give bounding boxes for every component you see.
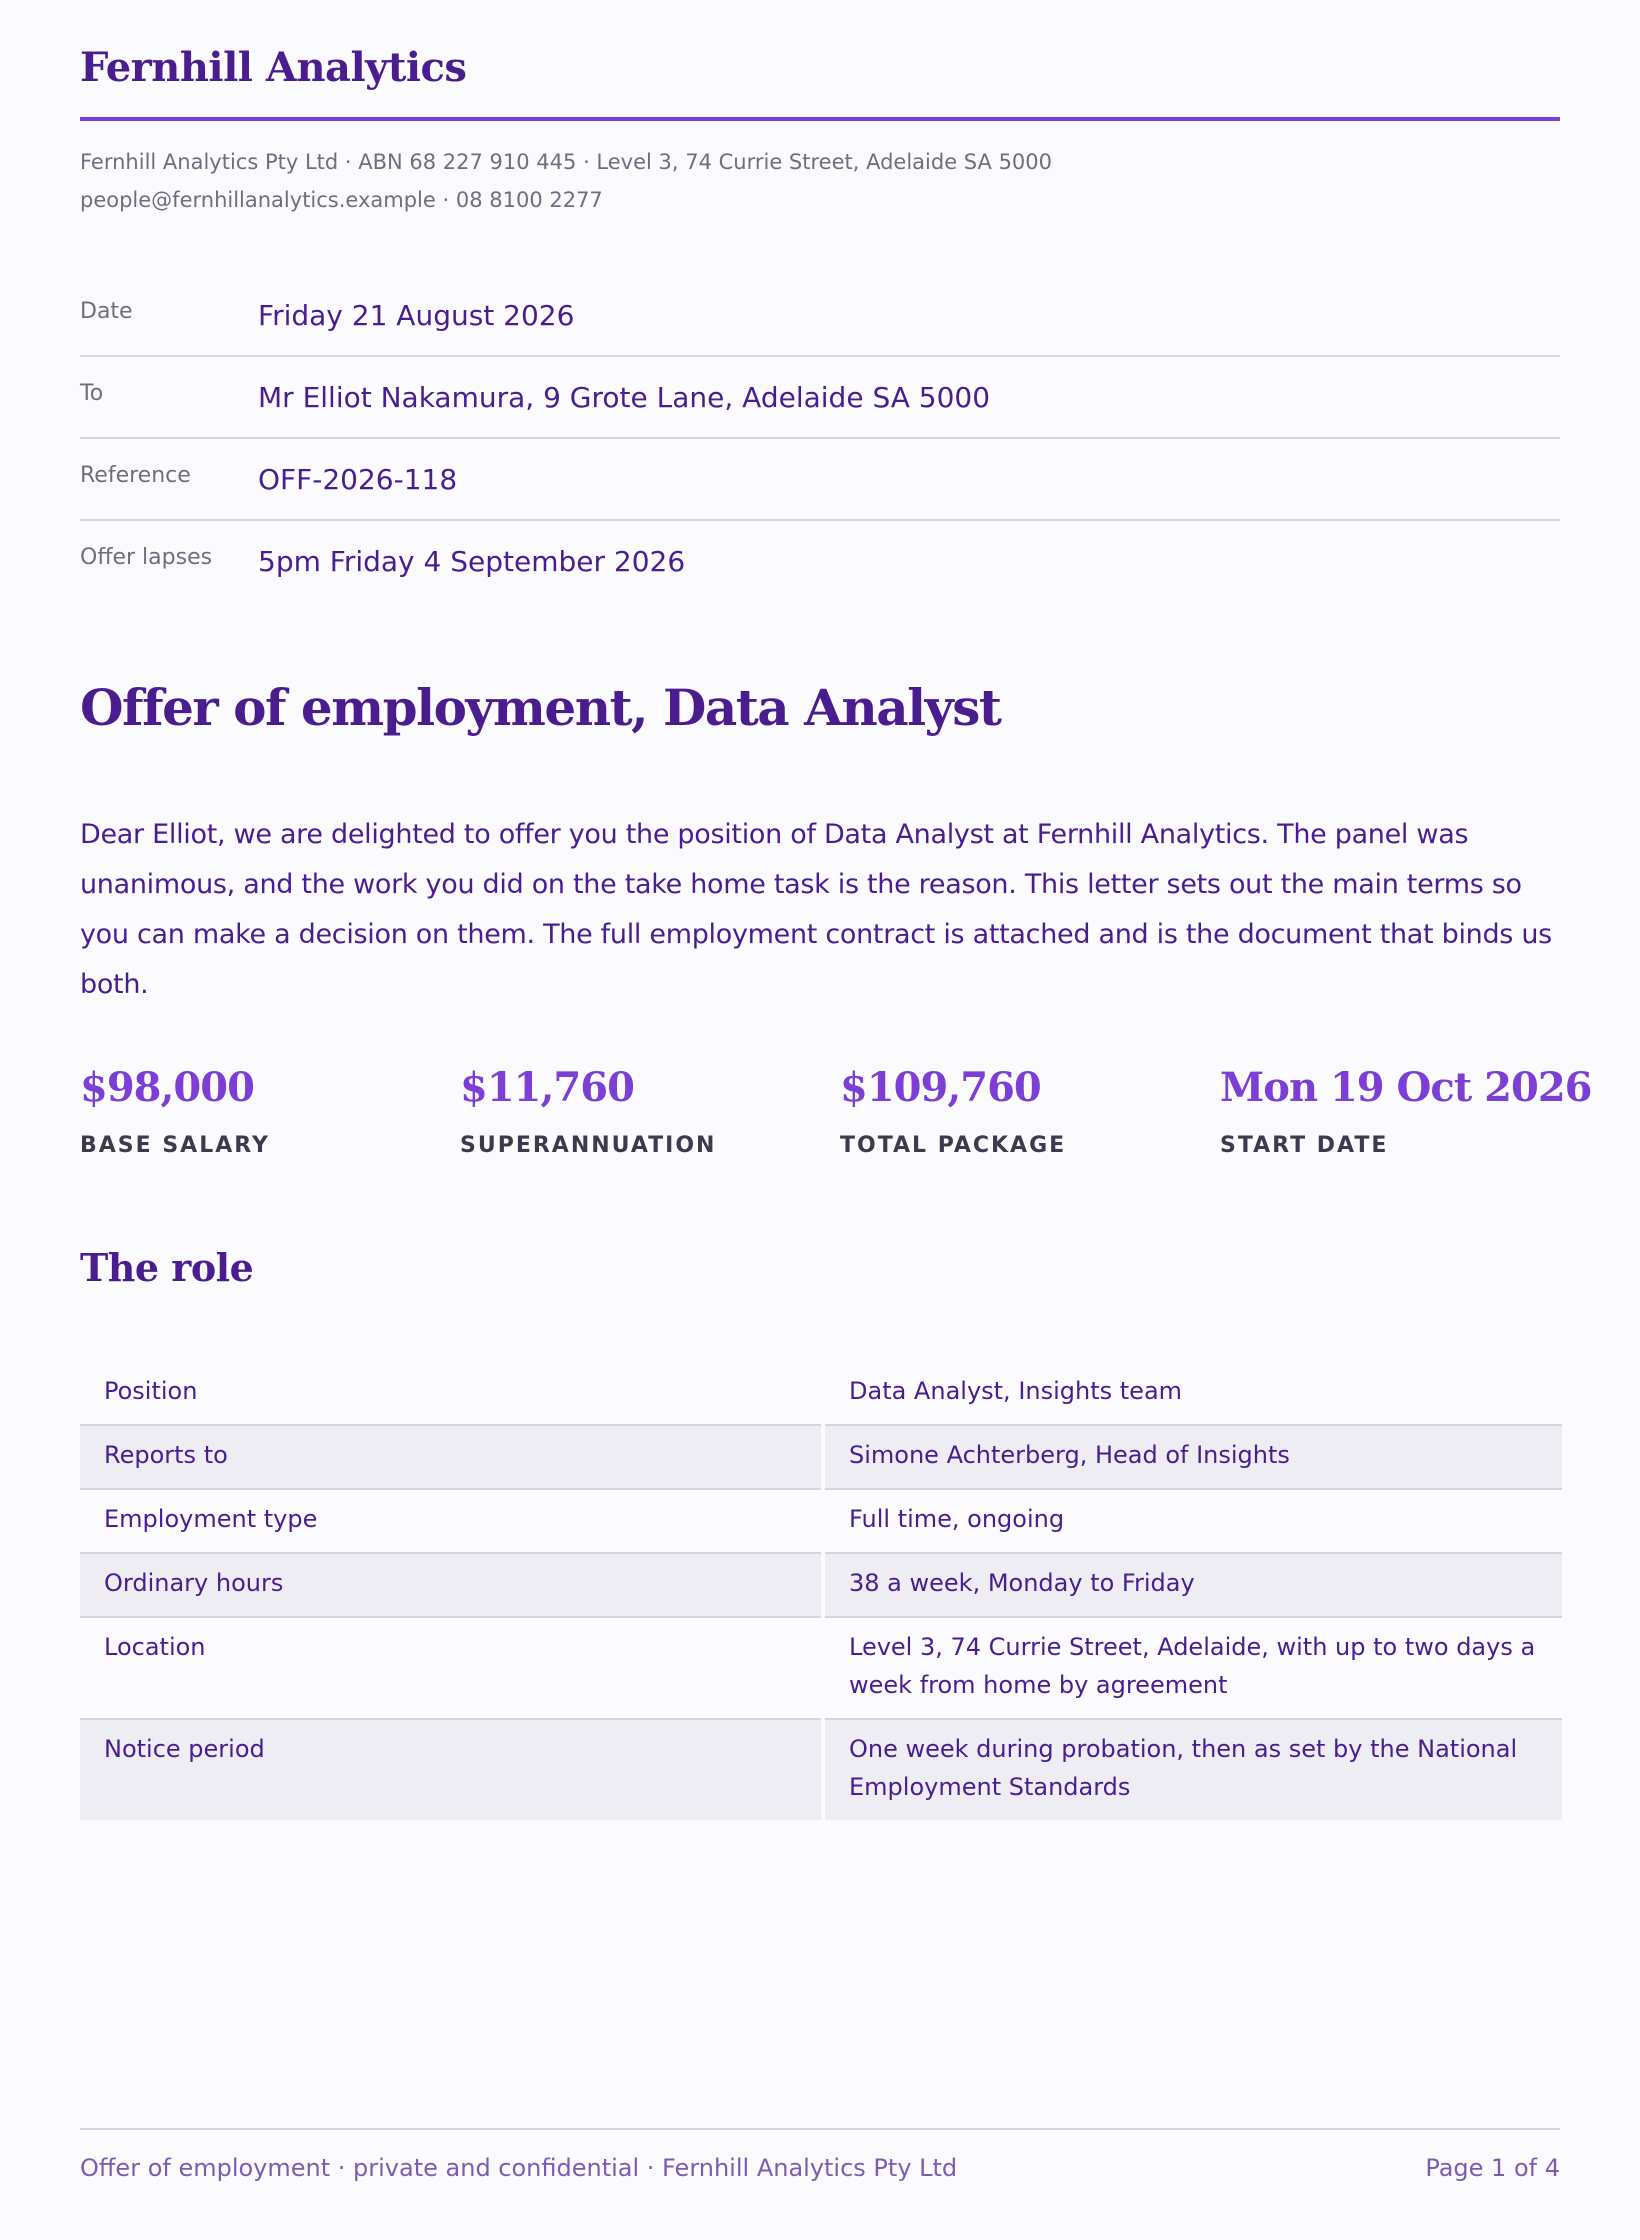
meta-row-reference	[80, 439, 1560, 521]
figure-value: $109,760	[840, 1064, 1041, 1111]
role-term-value: One week during probation, then as set by the National Employment Standards	[825, 1720, 1562, 1820]
intro-paragraph: Dear Elliot, we are delighted to offer you the position of Data Analyst at Fernhill Analytics. The panel was unanimous, and the work you did on the take home task is the reason. This letter sets out the main terms so you can make a decision on them. The full employment contract is attached and is the document that binds us both.	[80, 819, 1552, 1000]
offer-letter-page	[80, 0, 1592, 2240]
letter-meta-block	[80, 275, 1560, 601]
meta-value: OFF-2026-118	[258, 463, 458, 496]
meta-row-offer-lapses	[80, 521, 1560, 601]
key-figures	[80, 1064, 1592, 1174]
table-row	[80, 1426, 1562, 1490]
footer-divider	[80, 2128, 1560, 2130]
role-term-label: Employment type	[80, 1490, 821, 1554]
figure-total-package	[840, 1064, 1066, 1158]
meta-value: Friday 21 August 2026	[258, 299, 575, 332]
letter-title: Offer of employment, Data Analyst	[80, 678, 1001, 737]
meta-label: Offer lapses	[80, 545, 213, 570]
page-number: Page 1 of 4	[1425, 2154, 1560, 2182]
company-brand: Fernhill Analytics	[80, 44, 467, 91]
table-row	[80, 1362, 1562, 1426]
role-term-value: Level 3, 74 Currie Street, Adelaide, with up to two days a week from home by agreement	[825, 1618, 1562, 1720]
company-details-line: Fernhill Analytics Pty Ltd · ABN 68 227 910 445 · Level 3, 74 Currie Street, Adelaide SA 5000	[80, 150, 1053, 174]
meta-value: 5pm Friday 4 September 2026	[258, 545, 686, 578]
company-contact-line: people@fernhillanalytics.example · 08 8100 2277	[80, 188, 603, 212]
role-table	[76, 1362, 1566, 1820]
figure-superannuation	[460, 1064, 716, 1158]
role-term-label: Notice period	[80, 1720, 821, 1820]
role-term-label: Reports to	[80, 1426, 821, 1490]
figure-value: $11,760	[460, 1064, 634, 1111]
role-term-label: Position	[80, 1362, 821, 1426]
figure-value: $98,000	[80, 1064, 254, 1111]
table-row	[80, 1490, 1562, 1554]
table-row	[80, 1554, 1562, 1618]
table-row	[80, 1720, 1562, 1820]
role-term-value: Simone Achterberg, Head of Insights	[825, 1426, 1562, 1490]
meta-row-date	[80, 275, 1560, 357]
role-term-label: Location	[80, 1618, 821, 1720]
role-term-label: Ordinary hours	[80, 1554, 821, 1618]
section-title-role: The role	[80, 1245, 254, 1290]
footer-text: Offer of employment · private and confidential · Fernhill Analytics Pty Ltd	[80, 2154, 958, 2182]
role-term-value: Full time, ongoing	[825, 1490, 1562, 1554]
meta-label: Date	[80, 299, 133, 324]
meta-label: Reference	[80, 463, 191, 488]
figure-label: BASE SALARY	[80, 1133, 270, 1158]
meta-row-to	[80, 357, 1560, 439]
role-term-value: 38 a week, Monday to Friday	[825, 1554, 1562, 1618]
meta-value: Mr Elliot Nakamura, 9 Grote Lane, Adelaide SA 5000	[258, 381, 991, 414]
figure-base-salary	[80, 1064, 270, 1158]
figure-start-date	[1220, 1064, 1591, 1158]
figure-value: Mon 19 Oct 2026	[1220, 1064, 1592, 1111]
role-term-value: Data Analyst, Insights team	[825, 1362, 1562, 1426]
table-row	[80, 1618, 1562, 1720]
figure-label: SUPERANNUATION	[460, 1133, 717, 1158]
figure-label: START DATE	[1220, 1133, 1389, 1158]
brand-divider	[80, 117, 1560, 121]
figure-label: TOTAL PACKAGE	[840, 1133, 1067, 1158]
meta-label: To	[80, 381, 104, 406]
